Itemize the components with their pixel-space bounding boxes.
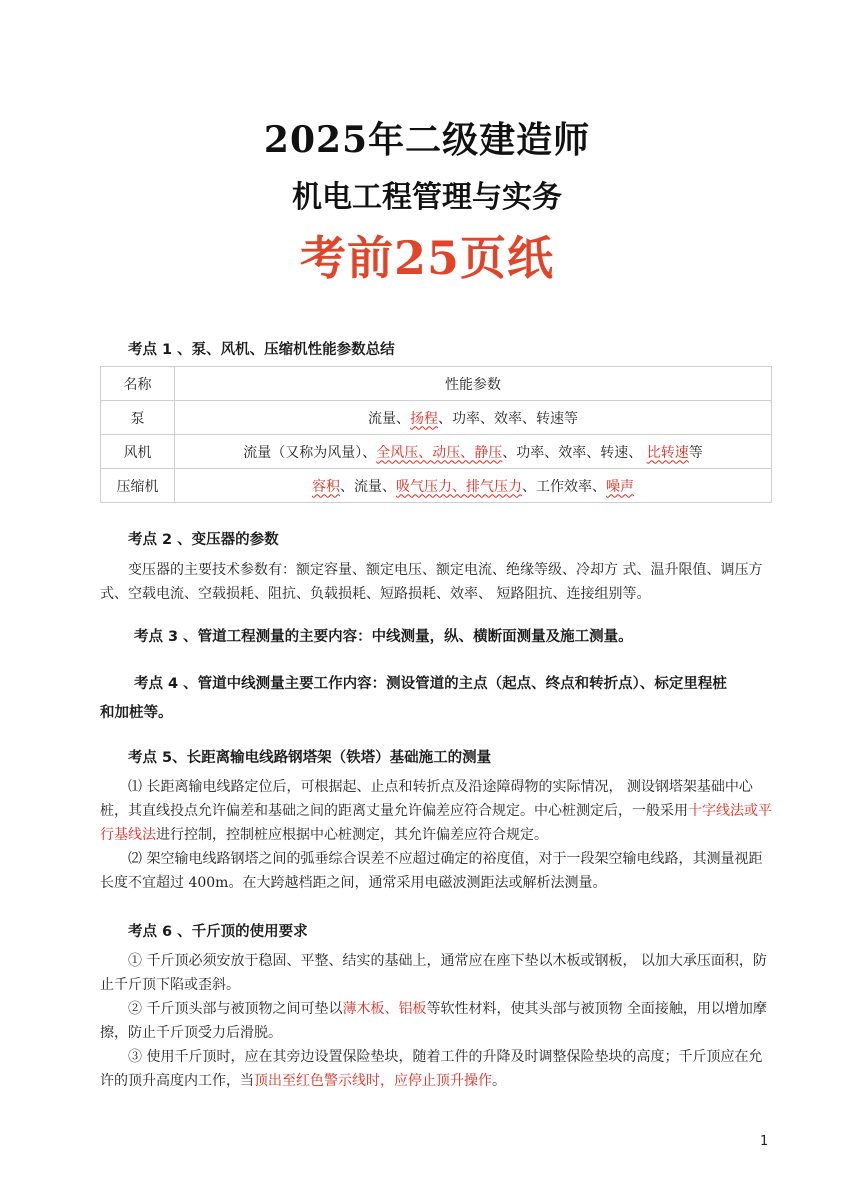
kp6-item3-text-b: 。 [492, 1073, 506, 1089]
fan-highlight-1: 全风压、动压、静压 [376, 444, 503, 461]
kp5-item1-text-a: ⑴ 长距离输电线路定位后，可根据起、止点和转折点及沿途障碍物的实际情况， 测设钢塔架基础中心桩，其直线投点允许偏差和基础之间的距离丈量允许偏差应符合规定。中心桩测定后，一般采用 [100, 779, 753, 819]
pump-highlight: 扬程 [410, 410, 438, 427]
row-name-pump: 泵 [101, 401, 175, 435]
kp5-heading: 考点 5、长距离输电线路钢塔架（铁塔）基础施工的测量 [128, 750, 492, 766]
row-params-fan [175, 435, 772, 469]
kp6-item3-text-a: ③ 使用千斤顶时，应在其旁边设置保险垫块，随着工件的升降及时调整保险垫块的高度；千斤顶应在允许的顶升高度内工作，当 [100, 1049, 763, 1089]
table-header-row [101, 367, 772, 401]
kp6-item2-text-a: ② 千斤顶头部与被顶物之间可垫以 [128, 1001, 343, 1017]
title-25-pages: 考前25页纸 [299, 231, 554, 285]
row-params-compressor [175, 469, 772, 503]
kp6-item2-text-b: 等软性材料，使其头部与被顶物 全面接触，用以增加摩擦，防止千斤顶受力后滑脱。 [100, 1001, 767, 1041]
kp4-heading-line1: 考点 4 、管道中线测量主要工作内容：测设管道的主点（起点、终点和转折点）、标定里程桩 [134, 676, 727, 692]
kp2-text: 变压器的主要技术参数有：额定容量、额定电压、额定电流、绝缘等级、冷却方 式、温升限值、调压方式、空载电流、空载损耗、阻抗、负载损耗、短路损耗、效率、 短路阻抗、连接组别等。 [100, 562, 763, 602]
kp6-item-1: ① 千斤顶必须安放于稳固、平整、结实的基础上，通常应在座下垫以木板或钢板， 以加大承压面积，防止千斤顶下陷或歪斜。 [100, 953, 767, 993]
kp6-item3-highlight: 顶出至红色警示线时，应停止顶升操作 [254, 1073, 492, 1089]
kp2-paragraph [100, 558, 772, 606]
compressor-highlight-1: 容积 [312, 478, 340, 495]
kp6-body [100, 949, 772, 1093]
kp6-heading: 考点 6 、千斤顶的使用要求 [128, 924, 308, 940]
kp5-item1-text-b: 进行控制，控制桩应根据中心桩测定，其允许偏差应符合规定。 [156, 827, 548, 843]
title-subject: 机电工程管理与实务 [292, 180, 562, 215]
table-row-pump [101, 401, 772, 435]
kp6-item-2 [100, 997, 772, 1045]
row-params-pump [175, 401, 772, 435]
page-number: 1 [760, 1134, 769, 1149]
kp6-item-3 [100, 1045, 772, 1093]
fan-highlight-2: 比转速 [646, 444, 689, 461]
header-name: 名称 [101, 367, 175, 401]
table-row-fan [101, 435, 772, 469]
compressor-text-1: 、流量、 [340, 478, 396, 495]
fan-text-1: 流量（又称为风量）、 [243, 444, 377, 461]
kp2-heading: 考点 2 、变压器的参数 [128, 532, 279, 548]
fan-text-2: 、功率、效率、转速、 [502, 444, 647, 461]
kp5-item-1 [100, 775, 772, 847]
compressor-highlight-3: 噪声 [606, 478, 634, 495]
pump-text-1: 流量、 [368, 410, 410, 427]
kp5-body [100, 775, 772, 895]
compressor-text-2: 、工作效率、 [522, 478, 606, 495]
fan-text-3: 等 [688, 444, 703, 461]
kp3-heading: 考点 3 、管道工程测量的主要内容：中线测量，纵、横断面测量及施工测量。 [134, 629, 633, 645]
kp6-item2-highlight: 薄木板、铝板 [342, 1001, 427, 1017]
kp4-heading-line2: 和加桩等。 [100, 705, 173, 721]
compressor-highlight-2: 吸气压力、排气压力 [396, 478, 522, 495]
pump-text-2: 、功率、效率、转速等 [438, 410, 578, 427]
kp5-item-2: ⑵ 架空输电线路钢塔之间的弧垂综合误差不应超过确定的裕度值，对于一段架空输电线路，其测量视距长度不宜超过 400m。在大跨越档距之间，通常采用电磁波测距法或解析法测量。 [100, 851, 763, 891]
row-name-compressor: 压缩机 [101, 469, 175, 503]
performance-table [100, 366, 772, 503]
table-row-compressor [101, 469, 772, 503]
kp1-heading: 考点 1 、泵、风机、压缩机性能参数总结 [128, 342, 395, 358]
title-year-exam: 2025年二级建造师 [263, 119, 591, 161]
header-params: 性能参数 [175, 367, 772, 401]
row-name-fan: 风机 [101, 435, 175, 469]
kp5-item1-highlight: 十字线法或平行基线法 [100, 803, 772, 843]
